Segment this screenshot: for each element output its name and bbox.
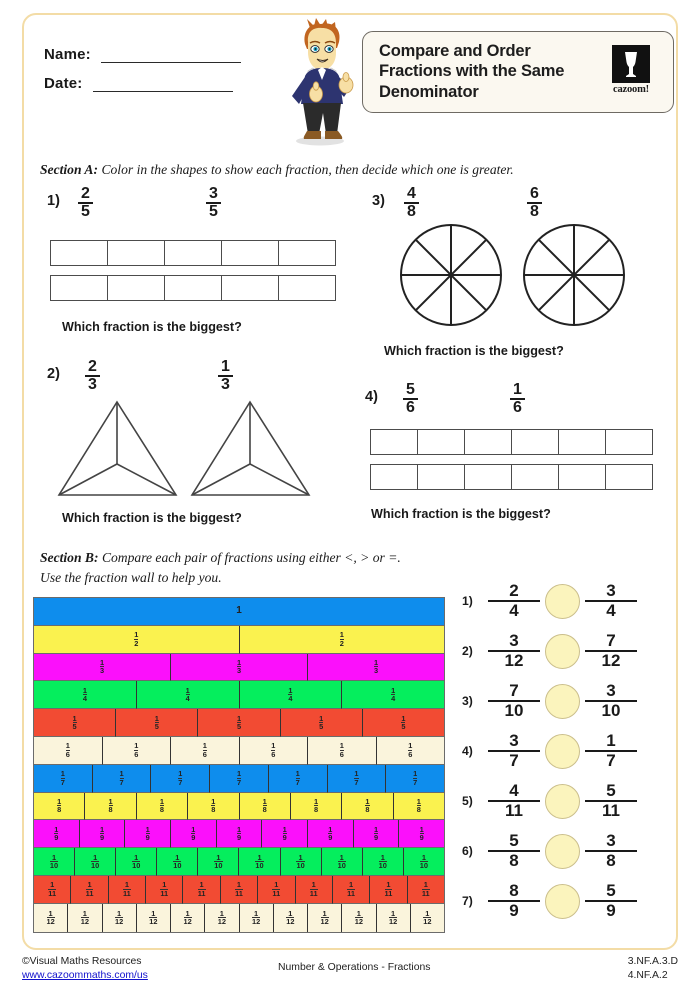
fraction-wall (33, 597, 445, 933)
numerator: 2 (88, 358, 97, 375)
question-b7-number: 7) (462, 894, 473, 908)
fraction-wall-cell[interactable]: 1 11 (408, 876, 444, 904)
denominator: 6 (403, 398, 418, 416)
date-field-row (44, 75, 233, 92)
question-a1-number: 1) (47, 193, 60, 209)
section-b-question-row (462, 626, 662, 676)
fraction-wall-cell[interactable]: 1 10 (281, 848, 322, 876)
fraction-wall-cell[interactable]: 1 11 (221, 876, 258, 904)
fraction-wall-cell[interactable]: 1 12 (240, 904, 274, 932)
fraction-wall-cell[interactable]: 1 4 (137, 681, 240, 709)
question-a3-circle-left[interactable] (398, 222, 504, 328)
question-b4-fraction-right (585, 732, 637, 769)
numerator: 6 (530, 185, 539, 202)
question-b2-number: 2) (462, 644, 473, 658)
numerator: 4 (407, 185, 416, 202)
fraction-wall-cell[interactable]: 1 11 (258, 876, 295, 904)
fraction-wall-cell[interactable]: 1 (34, 598, 444, 626)
fraction-wall-row-1 (34, 598, 444, 626)
section-a-heading (40, 160, 640, 180)
question-a2-number: 2) (47, 366, 60, 382)
denominator: 4 (488, 600, 540, 620)
numerator: 2 (509, 581, 519, 601)
question-a3-prompt: Which fraction is the biggest? (384, 344, 564, 358)
question-b2-answer-bubble[interactable] (545, 634, 580, 669)
numerator: 4 (509, 781, 519, 801)
fraction-wall-cell[interactable]: 1 9 (34, 820, 80, 848)
denominator: 11 (488, 800, 540, 820)
fraction-wall-cell[interactable]: 1 4 (240, 681, 343, 709)
fraction-wall-cell[interactable]: 1 7 (34, 765, 93, 793)
fraction-wall-cell[interactable]: 1 12 (205, 904, 239, 932)
cazoom-website-link[interactable]: www.cazoommaths.com/us (22, 970, 148, 982)
cazoom-vase-logo-icon (612, 45, 650, 83)
question-a2-triangle-left[interactable] (55, 398, 180, 502)
question-a4-fraction-right (510, 382, 525, 417)
bar-cell[interactable] (108, 241, 165, 265)
section-b-question-row (462, 776, 662, 826)
page-title: Compare and Order Fractions with the Same Denominator (379, 42, 565, 101)
fraction-wall-cell[interactable]: 1 12 (411, 904, 444, 932)
denominator: 10 (488, 700, 540, 720)
fraction-wall-cell[interactable]: 1 11 (146, 876, 183, 904)
name-input-line[interactable] (101, 49, 241, 63)
standard-2: 4.NF.A.2 (627, 970, 668, 982)
bar-cell[interactable] (559, 430, 606, 454)
fraction-wall-cell[interactable]: 1 12 (342, 904, 376, 932)
section-a-instruction: Color in the shapes to show each fraction, then decide which one is greater. (101, 162, 514, 177)
worksheet-title-box (362, 31, 674, 113)
fraction-wall-cell[interactable]: 1 3 (308, 654, 444, 682)
name-field-row (44, 46, 241, 63)
fraction-wall-cell[interactable]: 1 2 (34, 626, 240, 654)
fraction-wall-cell[interactable]: 1 10 (239, 848, 280, 876)
question-a3-fraction-right (527, 186, 542, 221)
fraction-wall-cell[interactable]: 1 10 (363, 848, 404, 876)
question-b4-fraction-left (488, 732, 540, 769)
bar-cell[interactable] (512, 465, 559, 489)
fraction-wall-cell[interactable]: 1 11 (370, 876, 407, 904)
fraction-wall-cell[interactable]: 1 5 (116, 709, 198, 737)
denominator: 5 (78, 202, 93, 220)
section-b-question-list (462, 576, 662, 926)
bar-cell[interactable] (165, 276, 222, 300)
section-b-heading (40, 548, 510, 587)
section-b-question-row (462, 826, 662, 876)
fraction-wall-cell[interactable]: 1 10 (116, 848, 157, 876)
fraction-wall-cell[interactable]: 1 12 (137, 904, 171, 932)
question-a4-number: 4) (365, 389, 378, 405)
fraction-wall-cell[interactable]: 1 5 (281, 709, 363, 737)
fraction-wall-cell[interactable]: 1 10 (404, 848, 444, 876)
denominator: 12 (585, 650, 637, 670)
question-a4-prompt: Which fraction is the biggest? (371, 507, 551, 521)
fraction-wall-cell[interactable]: 1 8 (291, 793, 342, 821)
footer-topic: Number & Operations - Fractions (278, 962, 431, 973)
question-b1-number: 1) (462, 594, 473, 608)
fraction-wall-cell[interactable]: 1 11 (71, 876, 108, 904)
question-b2-fraction-left (488, 632, 540, 669)
question-a4-fraction-left (403, 382, 418, 417)
section-b-label: Section B: (40, 550, 99, 565)
worksheet-footer (22, 955, 678, 987)
fraction-wall-cell[interactable]: 1 7 (328, 765, 387, 793)
fraction-wall-cell[interactable]: 1 8 (85, 793, 136, 821)
fraction-wall-cell[interactable]: 1 7 (210, 765, 269, 793)
fraction-wall-cell[interactable]: 1 12 (34, 904, 68, 932)
numerator: 5 (509, 831, 519, 851)
question-a4-bar-model-bottom[interactable] (370, 464, 653, 490)
denominator: 3 (218, 375, 233, 393)
numerator: 3 (606, 681, 616, 701)
fraction-wall-cell[interactable]: 1 11 (34, 876, 71, 904)
fraction-wall-cell[interactable]: 1 12 (377, 904, 411, 932)
question-a1-fraction-left (78, 186, 93, 221)
numerator: 3 (606, 581, 616, 601)
numerator: 5 (406, 381, 415, 398)
denominator: 8 (488, 850, 540, 870)
question-a1-fraction-right (206, 186, 221, 221)
numerator: 7 (606, 631, 616, 651)
question-b7-fraction-right (585, 882, 637, 919)
question-a1-prompt: Which fraction is the biggest? (62, 320, 242, 334)
fraction-wall-cell[interactable]: 1 6 (34, 737, 103, 765)
section-b-question-row (462, 676, 662, 726)
numerator: 5 (606, 881, 616, 901)
question-b5-number: 5) (462, 794, 473, 808)
numerator: 7 (509, 681, 519, 701)
question-b6-answer-bubble[interactable] (545, 834, 580, 869)
bar-cell[interactable] (465, 430, 512, 454)
bar-cell[interactable] (465, 465, 512, 489)
fraction-wall-cell[interactable]: 1 10 (34, 848, 75, 876)
fraction-wall-cell[interactable]: 1 9 (262, 820, 308, 848)
denominator: 10 (585, 700, 637, 720)
fraction-wall-row-8 (34, 793, 444, 821)
fraction-wall-row-5 (34, 709, 444, 737)
numerator: 1 (606, 731, 616, 751)
section-b-question-row (462, 576, 662, 626)
bar-cell[interactable] (51, 241, 108, 265)
bar-cell[interactable] (222, 241, 279, 265)
fraction-wall-cell[interactable]: 1 8 (188, 793, 239, 821)
fraction-wall-cell[interactable]: 1 12 (68, 904, 102, 932)
fraction-wall-cell[interactable]: 1 9 (217, 820, 263, 848)
fraction-wall-row-4 (34, 681, 444, 709)
fraction-wall-cell[interactable]: 1 10 (75, 848, 116, 876)
fraction-wall-cell[interactable]: 1 6 (171, 737, 240, 765)
fraction-wall-cell[interactable]: 1 5 (34, 709, 116, 737)
question-a1-bar-model-top[interactable] (50, 240, 336, 266)
numerator: 8 (509, 881, 519, 901)
fraction-wall-cell[interactable]: 1 5 (363, 709, 444, 737)
fraction-wall-row-6 (34, 737, 444, 765)
fraction-wall-cell[interactable]: 1 7 (93, 765, 152, 793)
fraction-wall-cell[interactable]: 1 11 (109, 876, 146, 904)
bar-cell[interactable] (51, 276, 108, 300)
cazoom-logo (602, 45, 660, 101)
fraction-wall-cell[interactable]: 1 7 (386, 765, 444, 793)
denominator: 8 (527, 202, 542, 220)
bar-cell[interactable] (559, 465, 606, 489)
bar-cell[interactable] (108, 276, 165, 300)
denominator: 9 (488, 900, 540, 920)
question-b5-fraction-right (585, 782, 637, 819)
denominator: 3 (85, 375, 100, 393)
numerator: 1 (221, 358, 230, 375)
section-a-label: Section A: (40, 162, 99, 177)
question-b3-fraction-right (585, 682, 637, 719)
bar-cell[interactable] (371, 465, 418, 489)
question-b1-fraction-right (585, 582, 637, 619)
fraction-wall-cell[interactable]: 1 9 (125, 820, 171, 848)
denominator: 7 (585, 750, 637, 770)
numerator: 3 (509, 731, 519, 751)
question-a4-bar-model-top[interactable] (370, 429, 653, 455)
question-b4-number: 4) (462, 744, 473, 758)
denominator: 11 (585, 800, 637, 820)
fraction-wall-cell[interactable]: 1 5 (198, 709, 280, 737)
fraction-wall-cell[interactable]: 1 6 (308, 737, 377, 765)
fraction-wall-cell[interactable]: 1 8 (342, 793, 393, 821)
fraction-wall-cell[interactable]: 1 10 (322, 848, 363, 876)
numerator: 2 (81, 185, 90, 202)
numerator: 3 (606, 831, 616, 851)
fraction-wall-cell[interactable]: 1 9 (399, 820, 444, 848)
fraction-wall-cell[interactable]: 1 9 (171, 820, 217, 848)
date-label: Date: (44, 75, 83, 92)
fraction-wall-cell[interactable]: 1 11 (333, 876, 370, 904)
fraction-wall-cell[interactable]: 1 6 (240, 737, 309, 765)
fraction-wall-cell[interactable]: 1 6 (103, 737, 172, 765)
question-b7-answer-bubble[interactable] (545, 884, 580, 919)
fraction-wall-row-10 (34, 848, 444, 876)
bar-cell[interactable] (279, 276, 335, 300)
fraction-wall-cell[interactable]: 1 8 (137, 793, 188, 821)
bar-cell[interactable] (222, 276, 279, 300)
question-b1-answer-bubble[interactable] (545, 584, 580, 619)
name-label: Name: (44, 46, 91, 63)
denominator: 4 (585, 600, 637, 620)
numerator: 1 (513, 381, 522, 398)
question-b6-fraction-right (585, 832, 637, 869)
bar-cell[interactable] (371, 430, 418, 454)
denominator: 12 (488, 650, 540, 670)
denominator: 8 (404, 202, 419, 220)
question-a3-circle-right[interactable] (521, 222, 627, 328)
question-b3-answer-bubble[interactable] (545, 684, 580, 719)
fraction-wall-cell[interactable]: 1 2 (240, 626, 445, 654)
fraction-wall-cell[interactable]: 1 12 (103, 904, 137, 932)
footer-left (22, 955, 148, 983)
fraction-wall-cell[interactable]: 1 9 (80, 820, 126, 848)
bar-cell[interactable] (418, 430, 465, 454)
question-a2-fraction-left (85, 359, 100, 394)
question-b4-answer-bubble[interactable] (545, 734, 580, 769)
fraction-wall-cell[interactable]: 1 4 (342, 681, 444, 709)
question-b2-fraction-right (585, 632, 637, 669)
fraction-wall-cell[interactable]: 1 3 (171, 654, 308, 682)
fraction-wall-cell[interactable]: 1 12 (171, 904, 205, 932)
question-b7-fraction-left (488, 882, 540, 919)
fraction-wall-cell[interactable]: 1 8 (34, 793, 85, 821)
fraction-wall-cell[interactable]: 1 10 (157, 848, 198, 876)
fraction-wall-row-3 (34, 654, 444, 682)
fraction-wall-row-12 (34, 904, 444, 932)
numerator: 5 (606, 781, 616, 801)
fraction-wall-row-2 (34, 626, 444, 654)
fraction-wall-cell[interactable]: 1 3 (34, 654, 171, 682)
denominator: 7 (488, 750, 540, 770)
fraction-wall-row-7 (34, 765, 444, 793)
section-b-instruction-line2: Use the fraction wall to help you. (40, 569, 222, 585)
question-a2-prompt: Which fraction is the biggest? (62, 511, 242, 525)
copyright-text: ©Visual Maths Resources (22, 956, 142, 967)
denominator: 6 (510, 398, 525, 416)
question-b5-answer-bubble[interactable] (545, 784, 580, 819)
cazoom-logo-text: cazoom! (613, 84, 649, 95)
numerator: 3 (509, 631, 519, 651)
student-mascot-illustration (274, 18, 366, 146)
question-a2-triangle-right[interactable] (188, 398, 313, 502)
fraction-wall-cell[interactable]: 1 6 (377, 737, 445, 765)
footer-standards (628, 955, 678, 983)
question-b3-number: 3) (462, 694, 473, 708)
fraction-wall-cell[interactable]: 1 7 (151, 765, 210, 793)
bar-cell[interactable] (606, 430, 652, 454)
bar-cell[interactable] (279, 241, 335, 265)
fraction-wall-cell[interactable]: 1 8 (394, 793, 444, 821)
fraction-wall-row-9 (34, 820, 444, 848)
section-b-question-row (462, 726, 662, 776)
fraction-wall-cell[interactable]: 1 11 (183, 876, 220, 904)
fraction-wall-cell[interactable]: 1 7 (269, 765, 328, 793)
denominator: 9 (585, 900, 637, 920)
fraction-wall-cell[interactable]: 1 9 (354, 820, 400, 848)
section-b-instruction-line1: Compare each pair of fractions using either <, > or =. (101, 550, 401, 565)
fraction-wall-cell[interactable]: 1 8 (240, 793, 291, 821)
fraction-wall-cell[interactable]: 1 4 (34, 681, 137, 709)
fraction-wall-cell[interactable]: 1 12 (308, 904, 342, 932)
fraction-wall-cell[interactable]: 1 11 (296, 876, 333, 904)
bar-cell[interactable] (512, 430, 559, 454)
fraction-wall-cell[interactable]: 1 12 (274, 904, 308, 932)
worksheet-header (22, 13, 678, 139)
bar-cell[interactable] (418, 465, 465, 489)
date-input-line[interactable] (93, 78, 233, 92)
question-b1-fraction-left (488, 582, 540, 619)
question-a2-fraction-right (218, 359, 233, 394)
numerator: 3 (209, 185, 218, 202)
standard-1: 3.NF.A.3.D (627, 956, 678, 967)
section-b-question-row (462, 876, 662, 926)
fraction-wall-cell[interactable]: 1 10 (198, 848, 239, 876)
question-b6-number: 6) (462, 844, 473, 858)
question-a1-bar-model-bottom[interactable] (50, 275, 336, 301)
question-b5-fraction-left (488, 782, 540, 819)
fraction-wall-row-11 (34, 876, 444, 904)
denominator: 8 (585, 850, 637, 870)
fraction-wall-cell[interactable]: 1 9 (308, 820, 354, 848)
question-a3-fraction-left (404, 186, 419, 221)
bar-cell[interactable] (165, 241, 222, 265)
denominator: 5 (206, 202, 221, 220)
question-b6-fraction-left (488, 832, 540, 869)
question-a3-number: 3) (372, 193, 385, 209)
question-b3-fraction-left (488, 682, 540, 719)
bar-cell[interactable] (606, 465, 652, 489)
